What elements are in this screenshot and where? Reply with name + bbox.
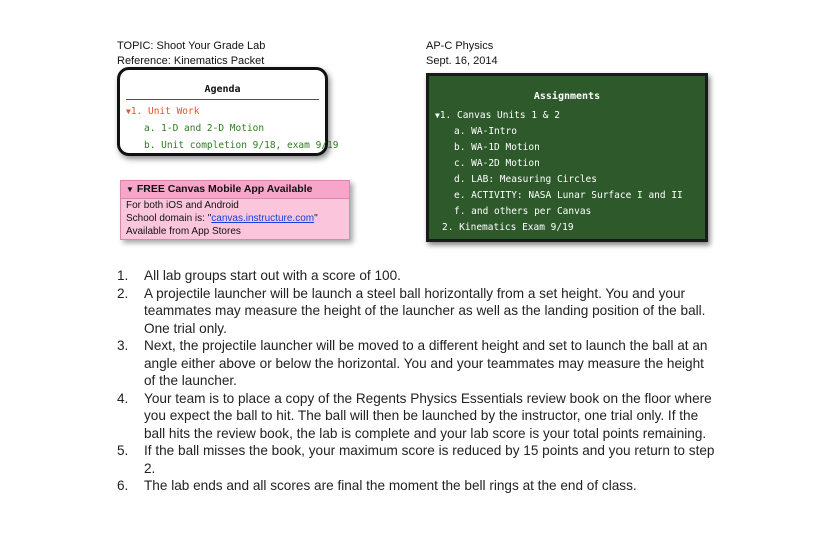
- agenda-sub-item: a. 1-D and 2-D Motion: [144, 123, 265, 134]
- assignment-item[interactable]: [435, 110, 560, 121]
- agenda-divider: [126, 99, 319, 100]
- canvas-domain-prefix: School domain is: ": [126, 213, 212, 224]
- step-number: 6.: [117, 478, 129, 493]
- step-text: All lab groups start out with a score of 100.: [144, 268, 401, 283]
- topic-label: TOPIC: Shoot Your Grade Lab: [117, 40, 266, 52]
- step-text: Next, the projectile launcher will be moved to a different height and set to launch the ball at an angle either above or below the horizontal. You and your teammates may measure the height of the launcher.: [144, 338, 708, 388]
- assignment-item: 2. Kinematics Exam 9/19: [442, 222, 574, 233]
- agenda-main-label: 1. Unit Work: [130, 106, 200, 117]
- step-text: A projectile launcher will be launch a steel ball horizontally from a set height. You and your teammates may measure the height of the launcher as well as the landing position of the ball. One trial only.: [144, 285, 706, 336]
- step-number: 4.: [117, 390, 129, 406]
- agenda-title: Agenda: [204, 84, 241, 95]
- list-item: [117, 285, 717, 338]
- step-text: Your team is to place a copy of the Regents Physics Essentials review book on the floor where you expect the ball to hit. The ball will then be launched by the instructor, one trial only. If the ball hits the review book, the lab is complete and your lab score is your total points remaining.: [144, 390, 712, 441]
- assignment-sub-item: c. WA-2D Motion: [454, 158, 540, 169]
- step-number: 2.: [117, 285, 129, 301]
- agenda-main-item[interactable]: [126, 106, 199, 117]
- date-label: Sept. 16, 2014: [426, 55, 498, 67]
- disclosure-triangle-icon[interactable]: ▼: [435, 111, 440, 120]
- canvas-domain-link[interactable]: canvas.instructure.com: [211, 213, 315, 224]
- step-number: 5.: [117, 443, 129, 458]
- reference-label: Reference: Kinematics Packet: [117, 55, 265, 67]
- course-label: AP-C Physics: [426, 40, 494, 52]
- canvas-app-notice: [120, 180, 350, 240]
- canvas-platforms-text: For both iOS and Android: [126, 200, 239, 211]
- assignment-sub-item: b. WA-1D Motion: [454, 142, 540, 153]
- assignment-sub-item: d. LAB: Measuring Circles: [454, 174, 597, 185]
- canvas-notice-title: FREE Canvas Mobile App Available: [136, 183, 313, 195]
- assignment-sub-item: a. WA-Intro: [454, 126, 517, 137]
- disclosure-triangle-icon[interactable]: ▼: [126, 107, 131, 116]
- list-item: [117, 390, 717, 443]
- lab-steps-list: [117, 267, 717, 495]
- list-item: [117, 477, 717, 495]
- canvas-domain-text: [126, 212, 318, 225]
- canvas-domain-suffix: ": [314, 213, 318, 224]
- agenda-sub-item: b. Unit completion 9/18, exam 9/19: [144, 140, 339, 151]
- canvas-stores-text: Available from App Stores: [126, 226, 241, 237]
- step-text: If the ball misses the book, your maximum score is reduced by 15 points and you return to step 2.: [144, 443, 715, 476]
- canvas-notice-header[interactable]: [121, 181, 349, 199]
- list-item: [117, 442, 717, 477]
- disclosure-triangle-icon[interactable]: ▼: [126, 185, 134, 194]
- agenda-card: [117, 67, 339, 156]
- list-item: [117, 337, 717, 390]
- step-number: 3.: [117, 338, 129, 353]
- assignments-board: [426, 73, 708, 242]
- step-text: The lab ends and all scores are final the moment the bell rings at the end of class.: [144, 478, 637, 493]
- assignment-item-label: 1. Canvas Units 1 & 2: [439, 110, 560, 121]
- assignment-sub-item: e. ACTIVITY: NASA Lunar Surface I and II: [454, 190, 683, 201]
- step-number: 1.: [117, 268, 129, 283]
- assignment-sub-item: f. and others per Canvas: [454, 206, 592, 217]
- assignments-title: Assignments: [533, 91, 601, 102]
- list-item: [117, 267, 717, 285]
